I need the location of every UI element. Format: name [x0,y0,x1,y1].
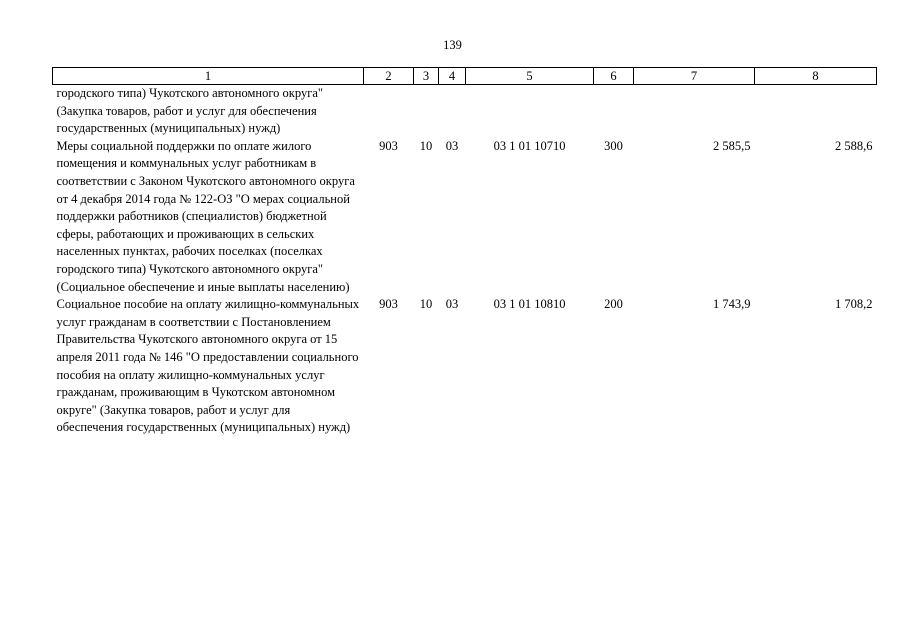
ministry-code: 903 [379,297,398,312]
column-header-3: 3 [414,68,439,85]
column-header-5: 5 [466,68,594,85]
header-row [53,68,877,85]
row-description: городского типа) Чукотского автономного округа" (Закупка товаров, работ и услуг для обеспечения государственных (муниципальных) нужд) [56,86,323,136]
subsection-code [439,85,466,138]
row-description: Меры социальной поддержки по оплате жилого помещения и коммунальных услуг работникам в соответствии с Законом Чукотского автономного округа от 4 декабря 2014 года № 122-ОЗ "О мерах социальной поддержки работников (специалистов) бюджетной сферы, работающих и проживающих в сельских населенных пунктах, рабочих поселках (поселках городского типа) Чукотского автономного округа" (Социальное обеспечение и иные выплаты населению) [56,138,355,294]
expense-type-code: 200 [604,297,623,312]
table-row [53,296,877,437]
subsection-code: 03 [445,138,459,153]
column-header-8: 8 [755,68,877,85]
page-number: 139 [443,38,462,52]
amount-col8 [755,85,877,138]
row-description: Социальное пособие на оплату жилищно-коммунальных услуг гражданам в соответствии с Постановлением Правительства Чукотского автономного округа от 15 апреля 2011 года № 146 "О предоставлении социального пособия на оплату жилищно-коммунальных услуг гражданам, проживающим в Чукотском автономном округе" (Закупка товаров, работ и услуг для обеспечения государственных (муниципальных) нужд) [56,297,360,435]
column-header-2: 2 [364,68,414,85]
amount-col7: 1 743,9 [713,297,751,312]
expense-type-code: 300 [604,138,623,153]
table-row [53,85,877,138]
column-header-1: 1 [53,68,364,85]
section-code [414,85,439,138]
target-article-code: 03 1 01 10810 [493,297,566,312]
amount-col7: 2 585,5 [713,138,751,153]
target-article-code [466,85,594,138]
section-code: 10 [419,297,433,312]
ministry-code [364,85,414,138]
subsection-code: 03 [445,297,459,312]
expense-type-code [594,85,634,138]
column-header-6: 6 [594,68,634,85]
column-header-4: 4 [439,68,466,85]
amount-col8: 1 708,2 [835,297,873,312]
ministry-code: 903 [379,138,398,153]
target-article-code: 03 1 01 10710 [493,138,566,153]
table-row [53,138,877,296]
section-code: 10 [419,138,433,153]
amount-col7 [634,85,755,138]
column-header-7: 7 [634,68,755,85]
budget-table [52,67,877,437]
amount-col8: 2 588,6 [835,138,873,153]
